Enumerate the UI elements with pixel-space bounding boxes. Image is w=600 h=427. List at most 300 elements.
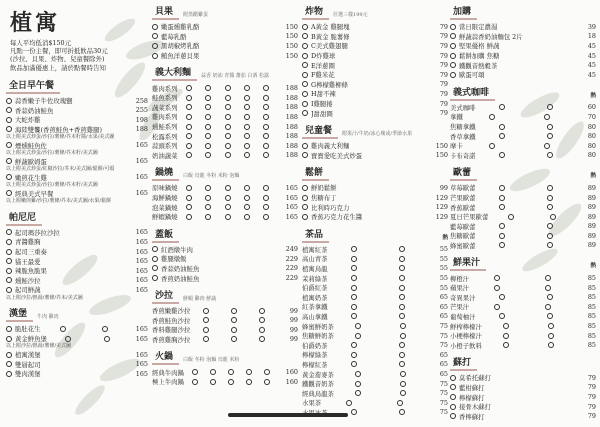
option-circle-icon[interactable] — [547, 104, 553, 110]
option-circle-icon[interactable] — [544, 143, 550, 149]
menu-item-price: 99 — [439, 183, 448, 192]
option-circle-icon[interactable] — [494, 275, 500, 281]
option-circle-icon[interactable] — [548, 342, 554, 348]
option-circle-icon[interactable] — [547, 223, 553, 229]
menu-item-price: 89 — [587, 212, 596, 221]
select-circle-icon[interactable] — [450, 43, 456, 49]
option-circle-icon[interactable] — [244, 185, 250, 191]
option-circles — [476, 152, 576, 158]
menu-item-price: 165 — [135, 334, 148, 343]
option-circle-icon[interactable] — [263, 195, 269, 201]
option-circle-icon[interactable] — [499, 294, 505, 300]
option-circle-icon[interactable] — [203, 308, 209, 314]
select-circle-icon[interactable] — [6, 107, 12, 113]
select-circle-icon[interactable] — [450, 33, 456, 39]
option-circles — [328, 256, 428, 262]
option-circle-icon[interactable] — [351, 361, 357, 367]
option-circle-icon[interactable] — [203, 327, 209, 333]
menu-item-row — [302, 312, 448, 322]
select-circle-icon[interactable] — [6, 361, 12, 367]
option-circle-icon[interactable] — [205, 204, 211, 210]
option-circle-icon[interactable] — [244, 152, 250, 158]
menu-item-price: 79 — [587, 402, 596, 411]
select-circle-icon[interactable] — [6, 158, 12, 164]
menu-item-price: 150 — [285, 41, 298, 50]
option-circle-icon[interactable] — [263, 152, 269, 158]
option-circle-icon[interactable] — [545, 304, 551, 310]
option-circle-icon[interactable] — [499, 185, 505, 191]
option-circle-icon[interactable] — [186, 143, 192, 149]
menu-item-row — [302, 398, 448, 408]
menu-item-price: 165 — [135, 276, 148, 285]
option-circles — [334, 381, 428, 387]
section-note: 以上附嫩煎雞/沙拉/薯條/芥末/美式圖/水果/鬆餅 — [6, 198, 112, 205]
select-circle-icon[interactable] — [450, 53, 456, 59]
option-circle-icon[interactable] — [244, 85, 250, 91]
option-circle-icon[interactable] — [225, 195, 231, 201]
option-circle-icon[interactable] — [351, 246, 357, 252]
select-circle-icon[interactable] — [6, 336, 12, 342]
menu-item-row — [450, 212, 596, 222]
option-circle-icon[interactable] — [351, 342, 357, 348]
option-circle-icon[interactable] — [399, 265, 405, 271]
option-circle-icon[interactable] — [494, 285, 500, 291]
menu-item-row — [152, 183, 298, 193]
option-circle-icon[interactable] — [499, 313, 505, 319]
option-circle-icon[interactable] — [225, 85, 231, 91]
option-circle-icon[interactable] — [205, 85, 211, 91]
option-circle-icon[interactable] — [186, 204, 192, 210]
menu-item-name: 植寓紅茶 — [302, 245, 328, 254]
option-circle-icon[interactable] — [263, 85, 269, 91]
option-circle-icon[interactable] — [225, 152, 231, 158]
option-circle-icon[interactable] — [400, 371, 406, 377]
option-circle-icon[interactable] — [499, 223, 505, 229]
option-circle-icon[interactable] — [355, 371, 361, 377]
menu-item-name: 焦糖鮮奶茶 — [302, 332, 334, 341]
section-subtitle: 熱 — [442, 234, 448, 241]
select-circle-icon[interactable] — [450, 62, 456, 68]
option-circle-icon[interactable] — [263, 114, 269, 120]
option-circle-icon[interactable] — [244, 114, 250, 120]
select-circle-icon[interactable] — [6, 287, 12, 293]
option-circles — [476, 124, 576, 130]
option-circle-icon[interactable] — [351, 265, 357, 271]
select-circle-icon[interactable] — [6, 117, 12, 123]
select-circle-icon[interactable] — [302, 43, 308, 49]
menu-item-price: 165 — [135, 266, 148, 275]
select-circle-icon[interactable] — [302, 214, 308, 220]
option-circle-icon[interactable] — [489, 114, 495, 120]
select-circle-icon[interactable] — [152, 246, 158, 252]
select-circle-icon[interactable] — [450, 24, 456, 30]
menu-item-row — [6, 96, 148, 106]
option-circle-icon[interactable] — [503, 333, 509, 339]
select-circle-icon[interactable] — [6, 371, 12, 377]
option-circle-icon[interactable] — [225, 95, 231, 101]
option-circle-icon[interactable] — [263, 95, 269, 101]
option-circle-icon[interactable] — [351, 304, 357, 310]
menu-item-price: 229 — [285, 274, 298, 283]
horizontal-scrollbar[interactable] — [228, 413, 348, 417]
option-circle-icon[interactable] — [186, 185, 192, 191]
option-circle-icon[interactable] — [399, 352, 405, 358]
option-circle-icon[interactable] — [399, 285, 405, 291]
option-circle-icon[interactable] — [399, 409, 405, 415]
option-circle-icon[interactable] — [60, 326, 66, 332]
option-circle-icon[interactable] — [351, 256, 357, 262]
menu-item-name: 嫩蛋燻雞乳酪 — [161, 23, 200, 32]
option-circles — [463, 143, 576, 149]
column-3-sections — [302, 4, 448, 417]
menu-item-name: J甜甜圈 — [311, 109, 333, 118]
option-circle-icon[interactable] — [263, 143, 269, 149]
select-circle-icon[interactable] — [6, 229, 12, 235]
select-circle-icon[interactable] — [450, 375, 456, 381]
option-circle-icon[interactable] — [228, 379, 234, 385]
option-circle-icon[interactable] — [545, 285, 551, 291]
option-circle-icon[interactable] — [499, 204, 505, 210]
menu-item-price: 45 — [587, 41, 596, 50]
option-circle-icon[interactable] — [499, 195, 505, 201]
select-circle-icon[interactable] — [6, 239, 12, 245]
option-circle-icon[interactable] — [399, 313, 405, 319]
option-circle-icon[interactable] — [351, 313, 357, 319]
menu-item-price: 39 — [587, 22, 596, 31]
option-circle-icon[interactable] — [205, 143, 211, 149]
menu-item-price: 79 — [439, 70, 448, 79]
option-circle-icon[interactable] — [244, 204, 250, 210]
option-circle-icon[interactable] — [186, 95, 192, 101]
option-circle-icon[interactable] — [65, 336, 71, 342]
section-title: 義大利麵 — [152, 65, 197, 81]
menu-item-row — [302, 264, 448, 274]
option-circle-icon[interactable] — [225, 104, 231, 110]
brand-title: 植寓 — [10, 10, 61, 36]
option-circle-icon[interactable] — [263, 133, 269, 139]
option-circle-icon[interactable] — [399, 304, 405, 310]
select-circle-icon[interactable] — [450, 394, 456, 400]
select-circle-icon[interactable] — [302, 24, 308, 30]
option-circle-icon[interactable] — [259, 327, 265, 333]
menu-item-price: 188 — [285, 84, 298, 93]
menu-item-name: 藍莓乳酪 — [161, 32, 187, 41]
menu-item-name: 起司三重奏 — [15, 248, 47, 257]
option-circle-icon[interactable] — [186, 104, 192, 110]
option-circle-icon[interactable] — [399, 294, 405, 300]
select-circle-icon[interactable] — [302, 195, 308, 201]
option-circle-icon[interactable] — [547, 313, 553, 319]
option-circle-icon[interactable] — [351, 294, 357, 300]
select-circle-icon[interactable] — [302, 101, 308, 107]
select-circle-icon[interactable] — [152, 275, 158, 281]
select-circle-icon[interactable] — [302, 91, 308, 97]
option-circle-icon[interactable] — [547, 195, 553, 201]
menu-item-name: 香煎鮭魚沙拉 — [152, 316, 191, 325]
menu-item-price: 55 — [439, 264, 448, 273]
option-circle-icon[interactable] — [231, 327, 237, 333]
option-circle-icon[interactable] — [210, 379, 216, 385]
menu-item-row — [450, 292, 596, 302]
menu-item-price: 65 — [439, 312, 448, 321]
option-circle-icon[interactable] — [186, 114, 192, 120]
option-circle-icon[interactable] — [550, 214, 556, 220]
option-circle-icon[interactable] — [547, 242, 553, 248]
select-circle-icon[interactable] — [302, 110, 308, 116]
select-circle-icon[interactable] — [6, 190, 12, 196]
option-circle-icon[interactable] — [399, 256, 405, 262]
option-circle-icon[interactable] — [263, 124, 269, 130]
select-circle-icon[interactable] — [6, 277, 12, 283]
option-circle-icon[interactable] — [263, 204, 269, 210]
menu-item-price: 75 — [439, 341, 448, 350]
select-circle-icon[interactable] — [6, 326, 12, 332]
option-circles — [41, 326, 128, 332]
option-circle-icon[interactable] — [244, 143, 250, 149]
option-circle-icon[interactable] — [244, 214, 250, 220]
option-circle-icon[interactable] — [203, 317, 209, 323]
menu-item-price: 188 — [285, 141, 298, 150]
option-circle-icon[interactable] — [351, 352, 357, 358]
menu-item-name: 鮮蔬歐姆蛋 — [15, 157, 47, 166]
option-circle-icon[interactable] — [186, 133, 192, 139]
option-circle-icon[interactable] — [264, 369, 270, 375]
option-circle-icon[interactable] — [355, 333, 361, 339]
option-circles — [328, 304, 428, 310]
option-circle-icon[interactable] — [228, 369, 234, 375]
option-circle-icon[interactable] — [259, 336, 265, 342]
option-circle-icon[interactable] — [259, 317, 265, 323]
option-circle-icon[interactable] — [399, 342, 405, 348]
option-circle-icon[interactable] — [231, 317, 237, 323]
select-circle-icon[interactable] — [6, 258, 12, 264]
select-circle-icon[interactable] — [302, 33, 308, 39]
option-circle-icon[interactable] — [508, 214, 514, 220]
option-circle-icon[interactable] — [205, 124, 211, 130]
option-circle-icon[interactable] — [548, 333, 554, 339]
option-circle-icon[interactable] — [186, 124, 192, 130]
option-circle-icon[interactable] — [400, 381, 406, 387]
select-circle-icon[interactable] — [450, 404, 456, 410]
option-circle-icon[interactable] — [499, 124, 505, 130]
option-circle-icon[interactable] — [244, 124, 250, 130]
option-circle-icon[interactable] — [547, 294, 553, 300]
menu-item-row — [6, 256, 148, 266]
option-circle-icon[interactable] — [499, 233, 505, 239]
option-circle-icon[interactable] — [225, 143, 231, 149]
option-circle-icon[interactable] — [186, 85, 192, 91]
option-circle-icon[interactable] — [400, 390, 406, 396]
option-circle-icon[interactable] — [205, 185, 211, 191]
option-circles — [334, 333, 428, 339]
option-circle-icon[interactable] — [225, 204, 231, 210]
option-circle-icon[interactable] — [102, 326, 108, 332]
select-circle-icon[interactable] — [450, 413, 456, 419]
select-circle-icon[interactable] — [450, 72, 456, 78]
menu-item-name: 接骨木蘇打 — [459, 403, 491, 412]
option-circle-icon[interactable] — [499, 104, 505, 110]
option-circle-icon[interactable] — [244, 133, 250, 139]
option-circle-icon[interactable] — [225, 214, 231, 220]
option-circle-icon[interactable] — [503, 323, 509, 329]
option-circle-icon[interactable] — [263, 104, 269, 110]
option-circle-icon[interactable] — [264, 379, 270, 385]
option-circle-icon[interactable] — [246, 379, 252, 385]
option-circle-icon[interactable] — [544, 114, 550, 120]
select-circle-icon[interactable] — [302, 143, 308, 149]
section-title: 漢堡 — [6, 306, 33, 322]
option-circle-icon[interactable] — [399, 275, 405, 281]
option-circle-icon[interactable] — [203, 336, 209, 342]
select-circle-icon[interactable] — [6, 98, 12, 104]
section-subtitle: 熱 — [590, 263, 596, 270]
select-circle-icon[interactable] — [152, 33, 158, 39]
option-circle-icon[interactable] — [231, 308, 237, 314]
option-circle-icon[interactable] — [205, 104, 211, 110]
option-circle-icon[interactable] — [499, 152, 505, 158]
option-circle-icon[interactable] — [351, 409, 357, 415]
option-circle-icon[interactable] — [246, 369, 252, 375]
option-circle-icon[interactable] — [231, 336, 237, 342]
select-circle-icon[interactable] — [6, 249, 12, 255]
section-title: 沙拉 — [152, 288, 179, 304]
option-circle-icon[interactable] — [547, 233, 553, 239]
menu-item-row — [302, 302, 448, 312]
select-circle-icon[interactable] — [152, 24, 158, 30]
option-circle-icon[interactable] — [244, 195, 250, 201]
option-circle-icon[interactable] — [400, 333, 406, 339]
select-circle-icon[interactable] — [302, 72, 308, 78]
option-circle-icon[interactable] — [399, 246, 405, 252]
option-circles — [476, 133, 576, 139]
option-circle-icon[interactable] — [548, 323, 554, 329]
option-circle-icon[interactable] — [186, 214, 192, 220]
section-title: 加購 — [450, 4, 477, 20]
menu-item-name: 香料雞腿沙拉 — [152, 326, 191, 335]
select-circle-icon[interactable] — [302, 62, 308, 68]
menu-item-row — [6, 285, 148, 295]
option-circle-icon[interactable] — [205, 195, 211, 201]
option-circles — [476, 185, 576, 191]
select-circle-icon[interactable] — [152, 53, 158, 59]
option-circle-icon[interactable] — [355, 323, 361, 329]
option-circle-icon[interactable] — [547, 204, 553, 210]
menu-item-price: 79 — [439, 32, 448, 41]
option-circle-icon[interactable] — [244, 95, 250, 101]
option-circle-icon[interactable] — [192, 369, 198, 375]
option-circle-icon[interactable] — [355, 390, 361, 396]
option-circle-icon[interactable] — [225, 114, 231, 120]
menu-item-name: 黃金蕎麥茶 — [302, 370, 334, 379]
menu-item-row — [302, 41, 448, 51]
option-circle-icon[interactable] — [104, 336, 110, 342]
menu-item-price: 65 — [439, 293, 448, 302]
option-circle-icon[interactable] — [494, 304, 500, 310]
section-subtitle: 蒜香 奶油 青醬 蕃茄 白酒 松露 — [201, 73, 269, 80]
option-circle-icon[interactable] — [205, 95, 211, 101]
option-circles — [334, 390, 428, 396]
select-circle-icon[interactable] — [152, 43, 158, 49]
menu-item-price: 79 — [587, 383, 596, 392]
select-circle-icon[interactable] — [6, 126, 12, 132]
option-circles — [178, 133, 278, 139]
select-circle-icon[interactable] — [450, 384, 456, 390]
option-circle-icon[interactable] — [351, 285, 357, 291]
option-circle-icon[interactable] — [192, 379, 198, 385]
option-circle-icon[interactable] — [547, 152, 553, 158]
menu-item-row — [450, 183, 596, 193]
option-circle-icon[interactable] — [225, 133, 231, 139]
option-circle-icon[interactable] — [205, 133, 211, 139]
menu-item-name: 燻鮭沙拉 — [15, 276, 41, 285]
select-circle-icon[interactable] — [302, 53, 308, 59]
select-circle-icon[interactable] — [302, 204, 308, 210]
option-circle-icon[interactable] — [186, 195, 192, 201]
menu-item-row — [302, 292, 448, 302]
option-circle-icon[interactable] — [225, 124, 231, 130]
option-circle-icon[interactable] — [499, 242, 505, 248]
option-circle-icon[interactable] — [244, 104, 250, 110]
option-circle-icon[interactable] — [499, 133, 505, 139]
column-4-sections — [450, 4, 596, 421]
column-1-sections — [6, 78, 148, 379]
option-circle-icon[interactable] — [547, 133, 553, 139]
option-circle-icon[interactable] — [545, 275, 551, 281]
option-circle-icon[interactable] — [400, 323, 406, 329]
select-circle-icon[interactable] — [6, 268, 12, 274]
menu-item-name: 經典牛肉鍋 — [152, 368, 184, 377]
option-circles — [476, 223, 576, 229]
option-circle-icon[interactable] — [547, 124, 553, 130]
select-circle-icon[interactable] — [152, 256, 158, 262]
menu-item-name: F雞米花 — [311, 71, 335, 80]
select-circle-icon[interactable] — [302, 152, 308, 158]
option-circle-icon[interactable] — [205, 114, 211, 120]
option-circle-icon[interactable] — [259, 308, 265, 314]
menu-item-name: 高山青茶 — [302, 255, 328, 264]
menu-item-price: 65 — [439, 302, 448, 311]
option-circle-icon[interactable] — [346, 400, 352, 406]
option-circle-icon[interactable] — [503, 342, 509, 348]
select-circle-icon[interactable] — [6, 142, 12, 148]
option-circle-icon[interactable] — [399, 361, 405, 367]
option-circle-icon[interactable] — [210, 369, 216, 375]
option-circles — [469, 275, 576, 281]
select-circle-icon[interactable] — [152, 265, 158, 271]
menu-item-price: 85 — [587, 322, 596, 331]
select-circle-icon[interactable] — [302, 81, 308, 87]
option-circle-icon[interactable] — [205, 214, 211, 220]
option-circle-icon[interactable] — [263, 214, 269, 220]
select-circle-icon[interactable] — [6, 174, 12, 180]
option-circle-icon[interactable] — [397, 400, 403, 406]
option-circle-icon[interactable] — [205, 152, 211, 158]
menu-item-row — [6, 189, 148, 199]
option-circle-icon[interactable] — [351, 275, 357, 281]
option-circle-icon[interactable] — [355, 381, 361, 387]
select-circle-icon[interactable] — [6, 352, 12, 358]
section-title: 義式咖啡 — [450, 85, 495, 101]
menu-item-name: 檸檬紅茶 — [302, 360, 328, 369]
menu-item-row — [152, 315, 298, 325]
option-circle-icon[interactable] — [225, 185, 231, 191]
menu-item-price: 150 — [285, 32, 298, 41]
option-circle-icon[interactable] — [547, 185, 553, 191]
option-circle-icon[interactable] — [186, 152, 192, 158]
option-circle-icon[interactable] — [489, 143, 495, 149]
select-circle-icon[interactable] — [302, 185, 308, 191]
option-circle-icon[interactable] — [263, 185, 269, 191]
